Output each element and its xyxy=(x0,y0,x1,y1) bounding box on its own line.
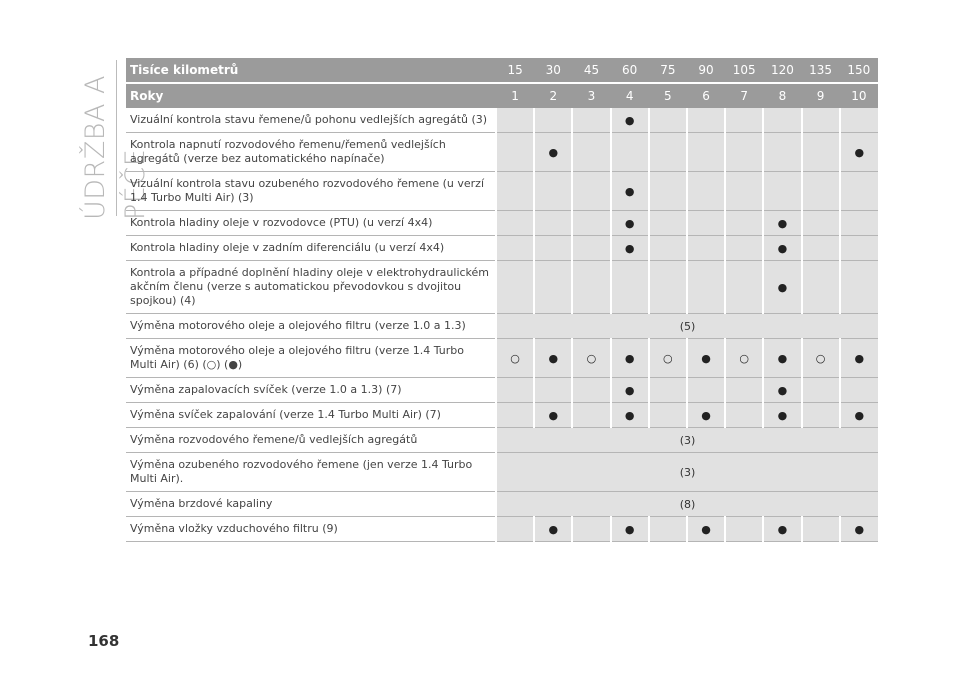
table-row xyxy=(126,133,878,172)
service-dot: ● xyxy=(611,378,649,403)
schedule-cell xyxy=(649,403,687,428)
schedule-cell xyxy=(687,172,725,211)
row-description: Výměna vložky vzduchového filtru (9) xyxy=(126,517,496,542)
service-dot: ● xyxy=(611,517,649,542)
schedule-cell xyxy=(649,172,687,211)
schedule-cell xyxy=(572,517,610,542)
schedule-cell xyxy=(572,378,610,403)
service-dot: ● xyxy=(611,211,649,236)
schedule-cell xyxy=(802,211,840,236)
schedule-cell xyxy=(496,517,534,542)
schedule-cell xyxy=(725,261,763,314)
row-description: Výměna motorového oleje a olejového filtru (verze 1.4 Turbo Multi Air) (6) (○) (●) xyxy=(126,339,496,378)
header-km-cell: 120 xyxy=(763,58,801,83)
service-dot: ● xyxy=(840,133,878,172)
service-dot: ● xyxy=(840,517,878,542)
row-description: Kontrola napnutí rozvodového řemenu/řemenů vedlejších agregátů (verze bez automatického napínače) xyxy=(126,133,496,172)
schedule-cell xyxy=(572,261,610,314)
header-year-cell: 5 xyxy=(649,83,687,108)
header-year-cell: 7 xyxy=(725,83,763,108)
header-km-cell: 75 xyxy=(649,58,687,83)
table-row xyxy=(126,339,878,378)
service-dot: ● xyxy=(611,172,649,211)
header-year-cell: 10 xyxy=(840,83,878,108)
service-dot: ● xyxy=(687,403,725,428)
header-row-km xyxy=(126,58,878,83)
service-dot: ● xyxy=(763,403,801,428)
schedule-cell xyxy=(534,378,572,403)
schedule-cell xyxy=(725,133,763,172)
header-year-cell: 3 xyxy=(572,83,610,108)
schedule-cell xyxy=(496,108,534,133)
schedule-cell xyxy=(534,236,572,261)
service-dot: ● xyxy=(840,339,878,378)
header-year-cell: 8 xyxy=(763,83,801,108)
schedule-cell xyxy=(572,236,610,261)
schedule-cell xyxy=(687,211,725,236)
table-row xyxy=(126,403,878,428)
table-row xyxy=(126,261,878,314)
table-body xyxy=(126,108,878,542)
row-description: Kontrola hladiny oleje v rozvodovce (PTU) (u verzí 4x4) xyxy=(126,211,496,236)
header-row-years xyxy=(126,83,878,108)
schedule-cell xyxy=(496,378,534,403)
table-row xyxy=(126,378,878,403)
section-divider xyxy=(116,60,117,216)
service-dot: ● xyxy=(763,517,801,542)
section-title: ÚDRŽBA A PÉČE xyxy=(80,74,151,220)
row-description: Výměna rozvodového řemene/ů vedlejších agregátů xyxy=(126,428,496,453)
service-dot: ● xyxy=(611,108,649,133)
service-circle: ○ xyxy=(496,339,534,378)
service-circle: ○ xyxy=(802,339,840,378)
row-description: Výměna svíček zapalování (verze 1.4 Turbo Multi Air) (7) xyxy=(126,403,496,428)
service-dot: ● xyxy=(611,339,649,378)
schedule-cell xyxy=(572,172,610,211)
schedule-cell xyxy=(725,211,763,236)
row-description: Vizuální kontrola stavu řemene/ů pohonu vedlejších agregátů (3) xyxy=(126,108,496,133)
table-row xyxy=(126,314,878,339)
row-description: Vizuální kontrola stavu ozubeného rozvodového řemene (u verzí 1.4 Turbo Multi Air) (3) xyxy=(126,172,496,211)
schedule-cell xyxy=(687,108,725,133)
service-dot: ● xyxy=(763,378,801,403)
header-km-cell: 30 xyxy=(534,58,572,83)
service-dot: ● xyxy=(611,236,649,261)
service-dot: ● xyxy=(534,517,572,542)
schedule-cell xyxy=(496,403,534,428)
schedule-cell xyxy=(802,378,840,403)
schedule-cell xyxy=(649,108,687,133)
row-note: (8) xyxy=(496,492,878,517)
schedule-cell xyxy=(802,172,840,211)
header-km-cell: 15 xyxy=(496,58,534,83)
service-dot: ● xyxy=(763,211,801,236)
schedule-cell xyxy=(725,403,763,428)
schedule-cell xyxy=(496,261,534,314)
header-year-cell: 4 xyxy=(611,83,649,108)
schedule-cell xyxy=(840,172,878,211)
header-km-cell: 135 xyxy=(802,58,840,83)
schedule-cell xyxy=(534,172,572,211)
schedule-cell xyxy=(534,108,572,133)
table-row xyxy=(126,172,878,211)
service-dot: ● xyxy=(534,339,572,378)
table-row xyxy=(126,517,878,542)
service-dot: ● xyxy=(687,517,725,542)
service-circle: ○ xyxy=(725,339,763,378)
schedule-cell xyxy=(763,172,801,211)
row-description: Kontrola hladiny oleje v zadním diferenciálu (u verzí 4x4) xyxy=(126,236,496,261)
schedule-cell xyxy=(725,108,763,133)
schedule-cell xyxy=(725,172,763,211)
row-note: (3) xyxy=(496,453,878,492)
schedule-cell xyxy=(687,261,725,314)
page-number: 168 xyxy=(88,632,120,650)
service-dot: ● xyxy=(763,236,801,261)
schedule-cell xyxy=(840,108,878,133)
schedule-cell xyxy=(725,378,763,403)
schedule-cell xyxy=(496,133,534,172)
row-note: (3) xyxy=(496,428,878,453)
schedule-cell xyxy=(496,236,534,261)
service-dot: ● xyxy=(763,261,801,314)
header-km-cell: 90 xyxy=(687,58,725,83)
schedule-cell xyxy=(572,403,610,428)
schedule-cell xyxy=(611,133,649,172)
schedule-cell xyxy=(802,517,840,542)
schedule-cell xyxy=(649,261,687,314)
schedule-cell xyxy=(725,517,763,542)
schedule-cell xyxy=(649,517,687,542)
schedule-cell xyxy=(496,172,534,211)
header-year-cell: 9 xyxy=(802,83,840,108)
schedule-cell xyxy=(763,108,801,133)
table-row xyxy=(126,492,878,517)
schedule-cell xyxy=(649,211,687,236)
table-row xyxy=(126,428,878,453)
schedule-cell xyxy=(840,261,878,314)
schedule-cell xyxy=(687,378,725,403)
schedule-cell xyxy=(687,236,725,261)
header-year-cell: 1 xyxy=(496,83,534,108)
schedule-cell xyxy=(687,133,725,172)
schedule-cell xyxy=(649,378,687,403)
service-dot: ● xyxy=(763,339,801,378)
header-km-cell: 45 xyxy=(572,58,610,83)
service-dot: ● xyxy=(611,403,649,428)
table-row xyxy=(126,108,878,133)
table-row xyxy=(126,236,878,261)
table-row xyxy=(126,453,878,492)
schedule-cell xyxy=(649,133,687,172)
service-circle: ○ xyxy=(649,339,687,378)
service-dot: ● xyxy=(840,403,878,428)
header-year-cell: 6 xyxy=(687,83,725,108)
header-km-cell: 60 xyxy=(611,58,649,83)
header-km-cell: 105 xyxy=(725,58,763,83)
schedule-cell xyxy=(840,378,878,403)
schedule-cell xyxy=(725,236,763,261)
service-circle: ○ xyxy=(572,339,610,378)
schedule-cell xyxy=(572,211,610,236)
row-description: Výměna brzdové kapaliny xyxy=(126,492,496,517)
schedule-cell xyxy=(611,261,649,314)
schedule-cell xyxy=(840,236,878,261)
service-dot: ● xyxy=(534,403,572,428)
schedule-cell xyxy=(534,211,572,236)
schedule-cell xyxy=(534,261,572,314)
row-description: Výměna zapalovacích svíček (verze 1.0 a 1.3) (7) xyxy=(126,378,496,403)
header-year-cell: 2 xyxy=(534,83,572,108)
row-description: Výměna motorového oleje a olejového filtru (verze 1.0 a 1.3) xyxy=(126,314,496,339)
schedule-cell xyxy=(572,108,610,133)
schedule-cell xyxy=(763,133,801,172)
table-row xyxy=(126,211,878,236)
schedule-cell xyxy=(496,211,534,236)
schedule-cell xyxy=(649,236,687,261)
service-dot: ● xyxy=(534,133,572,172)
schedule-cell xyxy=(802,403,840,428)
row-note: (5) xyxy=(496,314,878,339)
schedule-cell xyxy=(840,211,878,236)
schedule-cell xyxy=(802,133,840,172)
schedule-cell xyxy=(572,133,610,172)
schedule-cell xyxy=(802,261,840,314)
schedule-cell xyxy=(802,108,840,133)
maintenance-schedule-table xyxy=(126,58,878,542)
header-km-label: Tisíce kilometrů xyxy=(126,58,496,83)
schedule-cell xyxy=(802,236,840,261)
row-description: Kontrola a případné doplnění hladiny oleje v elektrohydraulickém akčním členu (verze s automatickou převodovkou s dvojitou spojkou) (4) xyxy=(126,261,496,314)
header-km-cell: 150 xyxy=(840,58,878,83)
row-description: Výměna ozubeného rozvodového řemene (jen verze 1.4 Turbo Multi Air). xyxy=(126,453,496,492)
service-dot: ● xyxy=(687,339,725,378)
header-years-label: Roky xyxy=(126,83,496,108)
